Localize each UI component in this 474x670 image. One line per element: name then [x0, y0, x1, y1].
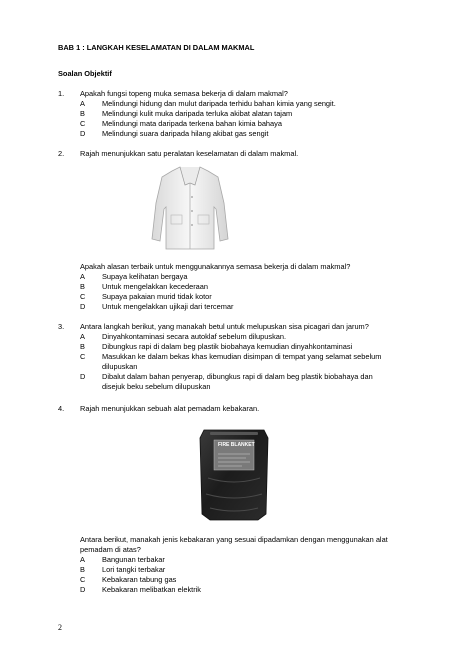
q1-option-a-text: Melindungi hidung dan mulut daripada terhidu bahan kimia yang sengit. [102, 99, 336, 108]
chapter-title: BAB 1 : LANGKAH KESELAMATAN DI DALAM MAKMAL [58, 43, 255, 52]
q4-option-b-text: Lori tangki terbakar [102, 565, 166, 574]
question-2-text: Rajah menunjukkan satu peralatan keselamatan di dalam makmal. [80, 149, 299, 158]
question-1-text: Apakah fungsi topeng muka semasa bekerja di dalam makmal? [80, 89, 288, 98]
q3-option-c-text-line-1: Masukkan ke dalam bekas khas kemudian disimpan di tempat yang selamat sebelum [102, 352, 382, 361]
question-3-number: 3. [58, 322, 65, 331]
q2-option-a-letter: A [80, 272, 85, 281]
q2-option-b-letter: B [80, 282, 85, 291]
q1-option-b-text: Melindungi kulit muka daripada terluka akibat alatan tajam [102, 109, 293, 118]
q3-option-d-text-line-1: Dibalut dalam bahan penyerap, dibungkus rapi di dalam beg plastik biobahaya dan [102, 372, 373, 381]
q2-option-c-text: Supaya pakaian murid tidak kotor [102, 292, 212, 301]
q3-option-c-letter: C [80, 352, 86, 361]
question-4-text: Rajah menunjukkan sebuah alat pemadam kebakaran. [80, 404, 260, 413]
q1-option-a-letter: A [80, 99, 85, 108]
q2-option-b-text: Untuk mengelakkan kecederaan [102, 282, 208, 291]
page-number: 2 [58, 623, 62, 632]
q2-option-d-letter: D [80, 302, 86, 311]
q4-option-c-letter: C [80, 575, 86, 584]
fire-blanket-image [196, 428, 272, 522]
q2-option-c-letter: C [80, 292, 86, 301]
fire-blanket-label: FIRE BLANKET [218, 442, 255, 448]
q3-option-d-text-line-2: disejuk beku sebelum dilupuskan [102, 382, 211, 391]
q4-option-a-text: Bangunan terbakar [102, 555, 165, 564]
q1-option-c-letter: C [80, 119, 86, 128]
q3-option-a-text: Dinyahkontaminasi secara autoklaf sebelum dilupuskan. [102, 332, 287, 341]
q4-option-a-letter: A [80, 555, 85, 564]
q3-option-b-text: Dibungkus rapi di dalam beg plastik biobahaya kemudian dinyahkontaminasi [102, 342, 353, 351]
q2-option-d-text: Untuk mengelakkan ujikaji dari tercemar [102, 302, 234, 311]
section-heading: Soalan Objektif [58, 69, 112, 78]
q1-option-d-text: Melindungi suara daripada hilang akibat gas sengit [102, 129, 269, 138]
lab-coat-image [150, 163, 230, 253]
q4-option-d-letter: D [80, 585, 86, 594]
question-2-number: 2. [58, 149, 65, 158]
question-4-stem-line-1: Antara berikut, manakah jenis kebakaran yang sesuai dipadamkan dengan menggunakan alat [80, 535, 388, 544]
q4-option-b-letter: B [80, 565, 85, 574]
q2-option-a-text: Supaya kelihatan bergaya [102, 272, 188, 281]
q3-option-d-letter: D [80, 372, 86, 381]
q4-option-c-text: Kebakaran tabung gas [102, 575, 177, 584]
q3-option-a-letter: A [80, 332, 85, 341]
question-4-number: 4. [58, 404, 65, 413]
question-3-text: Antara langkah berikut, yang manakah betul untuk melupuskan sisa picagari dan jarum? [80, 322, 369, 331]
q3-option-c-text-line-2: dilupuskan [102, 362, 138, 371]
q1-option-c-text: Melindungi mata daripada terkena bahan kimia bahaya [102, 119, 282, 128]
q1-option-b-letter: B [80, 109, 85, 118]
question-2-stem: Apakah alasan terbaik untuk menggunakannya semasa bekerja di dalam makmal? [80, 262, 351, 271]
question-1-number: 1. [58, 89, 65, 98]
question-4-stem-line-2: pemadam di atas? [80, 545, 141, 554]
q3-option-b-letter: B [80, 342, 85, 351]
q1-option-d-letter: D [80, 129, 86, 138]
q4-option-d-text: Kebakaran melibatkan elektrik [102, 585, 202, 594]
